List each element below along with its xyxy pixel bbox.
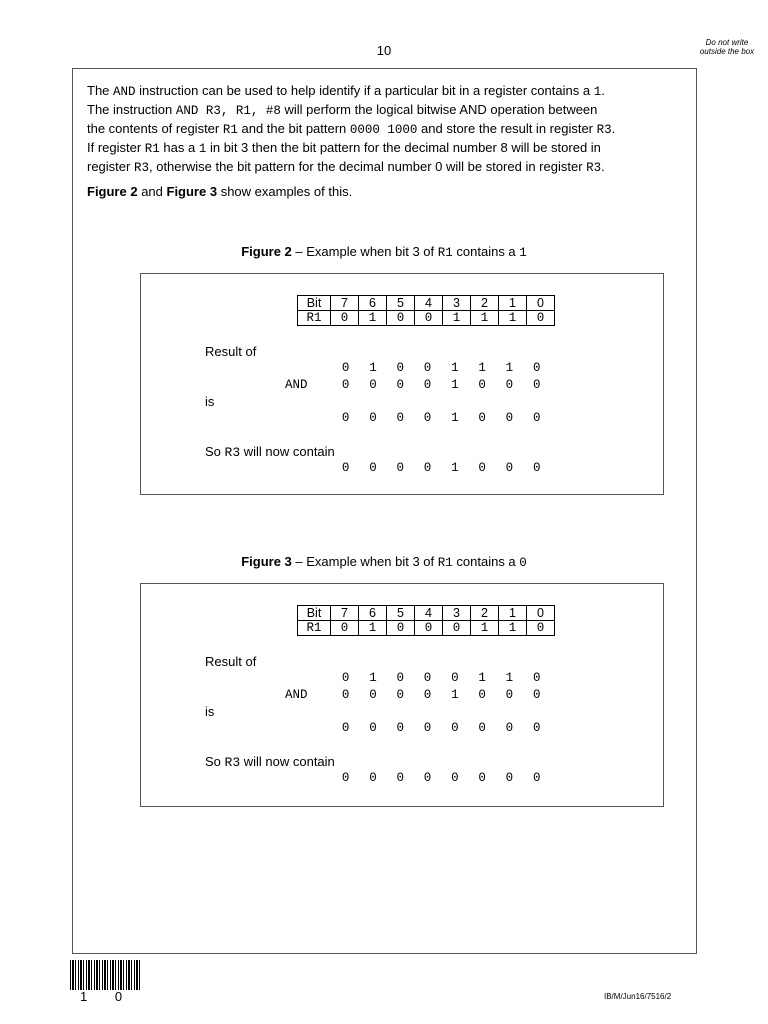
bit-number-cell: 7: [331, 296, 359, 311]
bit-digit: 0: [478, 721, 486, 735]
operand-1-row: [332, 361, 550, 375]
result-of-label: Result of: [205, 344, 257, 359]
register-bit-cell: 0: [415, 621, 443, 636]
bit-digit: 0: [396, 688, 404, 702]
bit-digit: 1: [478, 671, 486, 685]
bit-number-cell: 1: [499, 296, 527, 311]
bit-digit: 0: [369, 461, 377, 475]
figure-3-caption: Figure 3 – Example when bit 3 of R1 contains a 0: [241, 554, 527, 570]
so-r3-contains-label: So R3 will now contain: [205, 444, 335, 460]
bit-digit: 1: [505, 671, 514, 685]
register-bit-table: [297, 295, 555, 326]
bit-digit: 0: [451, 671, 459, 685]
bit-digit: 0: [369, 411, 377, 425]
bit-digit: 0: [369, 771, 377, 785]
bit-digit: 0: [341, 378, 350, 392]
paper-reference-code: IB/M/Jun16/7516/2: [604, 992, 672, 1001]
bit-digit: 1: [451, 461, 459, 475]
bit-digit: 1: [505, 361, 514, 375]
figure-2-caption: Figure 2 – Example when bit 3 of R1 contains a 1: [241, 244, 527, 260]
bit-digit: 0: [423, 378, 432, 392]
bit-number-cell: 2: [471, 296, 499, 311]
bit-number-cell: 4: [415, 296, 443, 311]
bit-digit: 0: [369, 378, 377, 392]
bit-digit: 0: [505, 461, 514, 475]
register-bit-cell: 1: [359, 311, 387, 326]
bit-digit: 0: [532, 361, 541, 375]
bit-number-cell: 3: [443, 606, 471, 621]
bit-number-cell: 0: [527, 606, 555, 621]
bit-digit: 0: [423, 461, 432, 475]
figure-reference-text: Figure 2 and Figure 3 show examples of this.: [87, 184, 353, 199]
bit-digit: 0: [369, 721, 377, 735]
register-bit-cell: 0: [415, 311, 443, 326]
operand-2-row: [332, 688, 550, 702]
register-bit-cell: 0: [331, 621, 359, 636]
register-bit-cell: 1: [443, 311, 471, 326]
bit-digit: 0: [478, 688, 486, 702]
register-bit-cell: 0: [443, 621, 471, 636]
bit-digit: 0: [532, 378, 541, 392]
figure-2-box: [140, 273, 664, 495]
bit-digit: 0: [396, 378, 404, 392]
bit-digit: 0: [369, 688, 377, 702]
bit-digit: 0: [396, 361, 404, 375]
register-bit-cell: 0: [387, 621, 415, 636]
bit-digit: 1: [369, 361, 377, 375]
bit-digit: 0: [396, 671, 404, 685]
bit-digit: 1: [451, 378, 459, 392]
bit-number-cell: 2: [471, 606, 499, 621]
register-label-cell: R1: [298, 621, 331, 636]
bit-digit: 0: [423, 671, 432, 685]
bit-number-cell: 5: [387, 606, 415, 621]
bit-number-cell: 5: [387, 296, 415, 311]
bit-digit: 0: [478, 461, 486, 475]
bit-number-cell: 7: [331, 606, 359, 621]
bit-digit: 0: [532, 671, 541, 685]
final-r3-row: [332, 771, 550, 785]
bit-digit: 0: [505, 411, 514, 425]
intro-paragraph: The AND instruction can be used to help identify if a particular bit in a register contains a 1. The instruction AND R3, R1, #8 will perform the logical bitwise AND operation between the contents of register R1 and the bit pattern 0000 1000 and store the result in register R3. If register R1 has a 1 in bit 3 then the bit pattern for the decimal number 8 will be stored in register R3, otherwise the bit pattern for the decimal number 0 will be stored in register R3.: [87, 83, 616, 175]
bit-digit: 0: [478, 378, 486, 392]
result-of-label: Result of: [205, 654, 257, 669]
bit-digit: 0: [341, 361, 350, 375]
register-label-cell: R1: [298, 311, 331, 326]
bit-digit: 0: [341, 771, 350, 785]
register-bit-cell: 0: [331, 311, 359, 326]
final-r3-row: [332, 461, 550, 475]
bit-digit: 0: [396, 721, 404, 735]
bit-digit: 0: [423, 361, 432, 375]
result-row: [332, 721, 550, 735]
bit-digit: 0: [341, 671, 350, 685]
bit-digit: 1: [451, 688, 459, 702]
barcode-image: [70, 960, 142, 990]
bit-digit: 0: [532, 721, 541, 735]
bit-digit: 0: [341, 411, 350, 425]
bit-number-cell: 0: [527, 296, 555, 311]
bit-digit: 0: [478, 411, 486, 425]
bit-number-cell: 6: [359, 606, 387, 621]
page-number: 10: [376, 43, 392, 58]
bit-header-cell: Bit: [298, 606, 331, 621]
bit-digit: 0: [396, 411, 404, 425]
bit-number-cell: 4: [415, 606, 443, 621]
is-label: is: [205, 704, 215, 719]
bit-digit: 1: [451, 361, 459, 375]
bit-number-cell: 3: [443, 296, 471, 311]
register-bit-cell: 0: [527, 621, 555, 636]
register-bit-cell: 1: [499, 621, 527, 636]
operand-2-row: [332, 378, 550, 392]
result-row: [332, 411, 550, 425]
register-bit-cell: 0: [387, 311, 415, 326]
bit-digit: 0: [505, 771, 514, 785]
register-bit-cell: 0: [527, 311, 555, 326]
bit-digit: 0: [341, 688, 350, 702]
bit-digit: 0: [341, 461, 350, 475]
bit-digit: 0: [505, 688, 514, 702]
figure-3-box: [140, 583, 664, 807]
bit-digit: 1: [369, 671, 377, 685]
is-label: is: [205, 394, 215, 409]
bit-digit: 1: [478, 361, 486, 375]
margin-note: Do not write outside the box: [699, 38, 755, 56]
bit-digit: 0: [505, 721, 514, 735]
bit-digit: 0: [396, 461, 404, 475]
register-bit-cell: 1: [499, 311, 527, 326]
answer-boundary-box: [72, 68, 697, 954]
register-bit-table: [297, 605, 555, 636]
register-bit-cell: 1: [471, 311, 499, 326]
register-bit-cell: 1: [359, 621, 387, 636]
and-operator-label: AND: [285, 378, 308, 392]
bit-digit: 0: [478, 771, 486, 785]
bit-digit: 0: [532, 771, 541, 785]
bit-digit: 0: [341, 721, 350, 735]
register-bit-cell: 1: [471, 621, 499, 636]
so-r3-contains-label: So R3 will now contain: [205, 754, 335, 770]
bit-digit: 0: [423, 411, 432, 425]
bit-digit: 0: [396, 771, 404, 785]
bit-digit: 0: [451, 721, 459, 735]
operand-1-row: [332, 671, 550, 685]
bit-header-cell: Bit: [298, 296, 331, 311]
and-operator-label: AND: [285, 688, 308, 702]
bit-digit: 0: [423, 771, 432, 785]
bit-digit: 0: [532, 461, 541, 475]
bit-digit: 0: [451, 771, 459, 785]
bit-digit: 0: [532, 411, 541, 425]
bit-digit: 0: [532, 688, 541, 702]
bit-digit: 0: [423, 721, 432, 735]
bit-number-cell: 6: [359, 296, 387, 311]
bit-digit: 0: [505, 378, 514, 392]
bit-digit: 0: [423, 688, 432, 702]
bit-digit: 1: [451, 411, 459, 425]
barcode-digits: 1 0: [80, 989, 135, 1004]
bit-number-cell: 1: [499, 606, 527, 621]
